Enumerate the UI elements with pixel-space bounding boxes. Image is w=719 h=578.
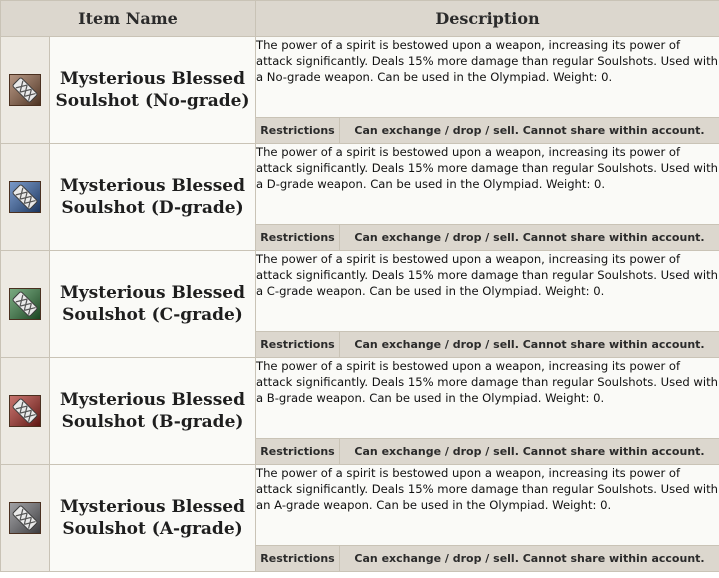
soulshot-a-grade-icon (9, 502, 41, 534)
item-name: Mysterious Blessed Soulshot (B-grade) (50, 358, 256, 465)
soulshot-b-grade-icon (9, 395, 41, 427)
table-body (1, 37, 719, 572)
restrictions-value: Can exchange / drop / sell. Cannot share within account. (340, 439, 719, 465)
header-item-name: Item Name (1, 1, 256, 37)
item-icon-cell (1, 37, 50, 144)
item-name: Mysterious Blessed Soulshot (C-grade) (50, 251, 256, 358)
restrictions-label: Restrictions (256, 118, 340, 144)
item-icon-cell (1, 465, 50, 572)
table-row (1, 37, 719, 118)
header-description: Description (256, 1, 719, 37)
item-description: The power of a spirit is bestowed upon a weapon, increasing its power of attack significantly. Deals 15% more damage than regular Soulshots. Used with a B-grade weapon. Can be used in the Olympiad. Weight: 0. (256, 358, 719, 439)
item-name: Mysterious Blessed Soulshot (No-grade) (50, 37, 256, 144)
table-row (1, 251, 719, 332)
restrictions-label: Restrictions (256, 332, 340, 358)
restrictions-label: Restrictions (256, 225, 340, 251)
table-header-row (1, 1, 719, 37)
item-description: The power of a spirit is bestowed upon a weapon, increasing its power of attack significantly. Deals 15% more damage than regular Soulshots. Used with a No-grade weapon. Can be used in the Olympiad. Weight: 0. (256, 37, 719, 118)
restrictions-label: Restrictions (256, 546, 340, 572)
item-description: The power of a spirit is bestowed upon a weapon, increasing its power of attack significantly. Deals 15% more damage than regular Soulshots. Used with a C-grade weapon. Can be used in the Olympiad. Weight: 0. (256, 251, 719, 332)
item-name: Mysterious Blessed Soulshot (A-grade) (50, 465, 256, 572)
item-icon-cell (1, 251, 50, 358)
soulshot-no-grade-icon (9, 74, 41, 106)
item-description: The power of a spirit is bestowed upon a weapon, increasing its power of attack significantly. Deals 15% more damage than regular Soulshots. Used with an A-grade weapon. Can be used in the Olympiad. Weight: 0. (256, 465, 719, 546)
restrictions-value: Can exchange / drop / sell. Cannot share within account. (340, 225, 719, 251)
item-icon-cell (1, 144, 50, 251)
soulshot-d-grade-icon (9, 181, 41, 213)
table-row (1, 358, 719, 439)
soulshot-c-grade-icon (9, 288, 41, 320)
item-name: Mysterious Blessed Soulshot (D-grade) (50, 144, 256, 251)
table-row (1, 465, 719, 546)
restrictions-value: Can exchange / drop / sell. Cannot share within account. (340, 118, 719, 144)
restrictions-value: Can exchange / drop / sell. Cannot share within account. (340, 332, 719, 358)
table-row (1, 144, 719, 225)
restrictions-value: Can exchange / drop / sell. Cannot share within account. (340, 546, 719, 572)
restrictions-label: Restrictions (256, 439, 340, 465)
item-description: The power of a spirit is bestowed upon a weapon, increasing its power of attack significantly. Deals 15% more damage than regular Soulshots. Used with a D-grade weapon. Can be used in the Olympiad. Weight: 0. (256, 144, 719, 225)
item-icon-cell (1, 358, 50, 465)
